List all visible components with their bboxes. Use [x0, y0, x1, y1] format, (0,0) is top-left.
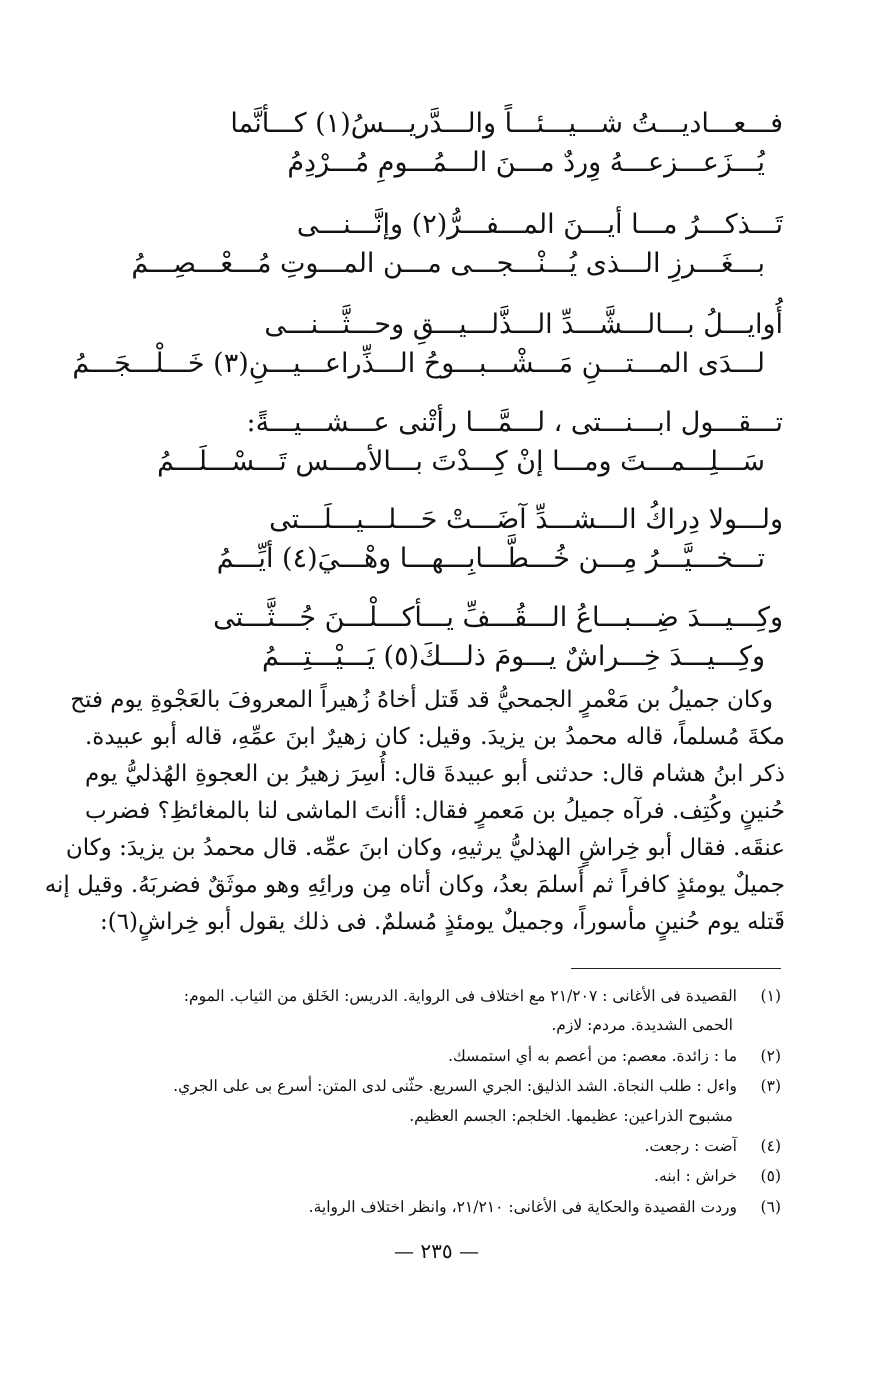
- footnote-number: (٥): [760, 1167, 781, 1185]
- footnote-text: ما : زائدة. معصم: من أعصم به أي استمسك.: [448, 1047, 737, 1065]
- prose-line-2: مكةَ مُسلماً، قاله محمدُ بن يزيدَ. وقيل: كان زهيرٌ ابنَ عمِّهِ، قاله أبو عبيدة.: [85, 724, 785, 750]
- footnote-number: (٢): [760, 1047, 781, 1065]
- footnote-4: [81, 1132, 781, 1160]
- prose-line-4: حُنينٍ وكُتِف. فرآه جميلُ بن مَعمرٍ فقال: أأنتَ الماشى لنا بالمغائظِ؟ فضرب: [85, 798, 785, 824]
- footnote-5: [81, 1162, 781, 1190]
- page-number: — ٢٣٥ —: [394, 1239, 479, 1263]
- footnote-text: وردت القصيدة والحكاية فى الأغانى: ٢١/٢١٠، وانظر اختلاف الرواية.: [308, 1198, 737, 1216]
- prose-line-7: قَتله يوم حُنينٍ مأسوراً، وجميلٌ يومئذٍ مُسلمٌ. فى ذلك يقول أبو خِراشٍ(٦):: [99, 909, 785, 935]
- verse-6-first-hemistich: وكِـــيـــدَ ضِـــبـــاعُ الـــقُـــفِّ يـــأكـــلْـــنَ جُـــثَّـــتى: [213, 602, 783, 633]
- prose-line-3: ذكر ابنُ هشام قال: حدثنى أبو عبيدةَ قال: أُسِرَ زهيرُ بن العجوةِ الهُذليُّ يوم: [85, 761, 785, 787]
- footnote-3: [81, 1072, 781, 1100]
- footnote-text: خراش : ابنه.: [654, 1167, 737, 1185]
- footnote-text: واءل : طلب النجاة. الشد الذليق: الجري السريع. حثّنى لدى المتن: أسرع بى على الجري.: [173, 1077, 737, 1095]
- verse-3-first-hemistich: أُوايـــلُ بـــالـــشَّـــدِّ الـــذَّلـــيـــقِ وحـــثَّـــنـــى: [264, 309, 783, 340]
- footnote-2: [81, 1042, 781, 1070]
- footnote-text: القصيدة فى الأغانى : ٢١/٢٠٧ مع اختلاف فى الرواية. الدريس: الخَلق من الثياب. الموم:: [183, 987, 737, 1005]
- footnote-number: (٦): [760, 1198, 781, 1216]
- footnote-number: (١): [760, 987, 781, 1005]
- verse-6-second-hemistich: وكِـــيـــدَ خِـــراشٌ يـــومَ ذلـــكَ(٥) يَـــيْـــتِـــمُ: [262, 641, 765, 672]
- verse-2-first-hemistich: تَـــذكـــرُ مـــا أيـــنَ المـــفـــرُّ(٢) وإنَّـــنـــى: [296, 209, 783, 240]
- verse-1-second-hemistich: يُـــزَعـــزعـــهُ وِردٌ مـــنَ الـــمُـــومِ مُـــرْدِمُ: [287, 147, 765, 178]
- footnote-1-continuation: الحمى الشديدة. مردم: لازم.: [551, 1016, 733, 1034]
- footnote-6: [81, 1193, 781, 1221]
- verse-4-second-hemistich: سَـــلِـــمـــتَ ومـــا إنْ كِـــدْتَ بـــالأمـــس تَـــسْـــلَـــمُ: [157, 446, 765, 477]
- verse-3-second-hemistich: لـــدَى المـــتـــنِ مَـــشْـــبـــوحُ الـــذِّراعـــيـــنِ(٣) خَـــلْـــجَـــمُ: [72, 348, 765, 379]
- footnote-separator: [571, 968, 781, 969]
- footnote-number: (٤): [760, 1137, 781, 1155]
- verse-2-second-hemistich: بـــغَـــرزِ الـــذى يُـــنْـــجـــى مـــن المـــوتِ مُـــعْـــصِـــمُ: [131, 248, 765, 279]
- prose-line-5: عنقَه. فقال أبو خِراشٍ الهذليُّ يرثيهِ، وكان ابنَ عمِّه. قال محمدُ بن يزيدَ: وكان: [65, 835, 785, 861]
- verse-5-second-hemistich: تـــخـــيَّـــرُ مِـــن خُـــطَّـــابِـــهـــا وهْـــيَ(٤) أيِّـــمُ: [216, 543, 765, 574]
- verse-4-first-hemistich: تـــقـــول ابـــنـــتى ، لـــمَّـــا رأتْنى عـــشـــيـــةً:: [246, 407, 783, 438]
- verse-1-first-hemistich: فـــعـــاديـــتُ شـــيـــئـــاً والـــدَّريـــسُ(١) كـــأنَّما: [230, 108, 783, 139]
- prose-line-6: جميلٌ يومئذٍ كافراً ثم أَسلمَ بعدُ، وكان أتاه مِن ورائِهِ وهو موثَقٌ فضربَهُ. وقيل إنه: [44, 872, 785, 898]
- footnote-number: (٣): [760, 1077, 781, 1095]
- footnote-text: آضت : رجعت.: [644, 1137, 737, 1155]
- verse-5-first-hemistich: ولـــولا دِراكُ الـــشـــدِّ آضَـــتْ حَـــلـــيـــلَـــتى: [269, 504, 783, 535]
- footnote-1: [81, 982, 781, 1010]
- prose-line-1: وكان جميلُ بن مَعْمرٍ الجمحيُّ قد قَتل أخاهُ زُهيراً المعروفَ بالعَجْوةِ يوم فتح: [70, 687, 773, 713]
- footnote-3-continuation: مشبوح الذراعين: عظيمها. الخلجم: الجسم العظيم.: [409, 1107, 733, 1125]
